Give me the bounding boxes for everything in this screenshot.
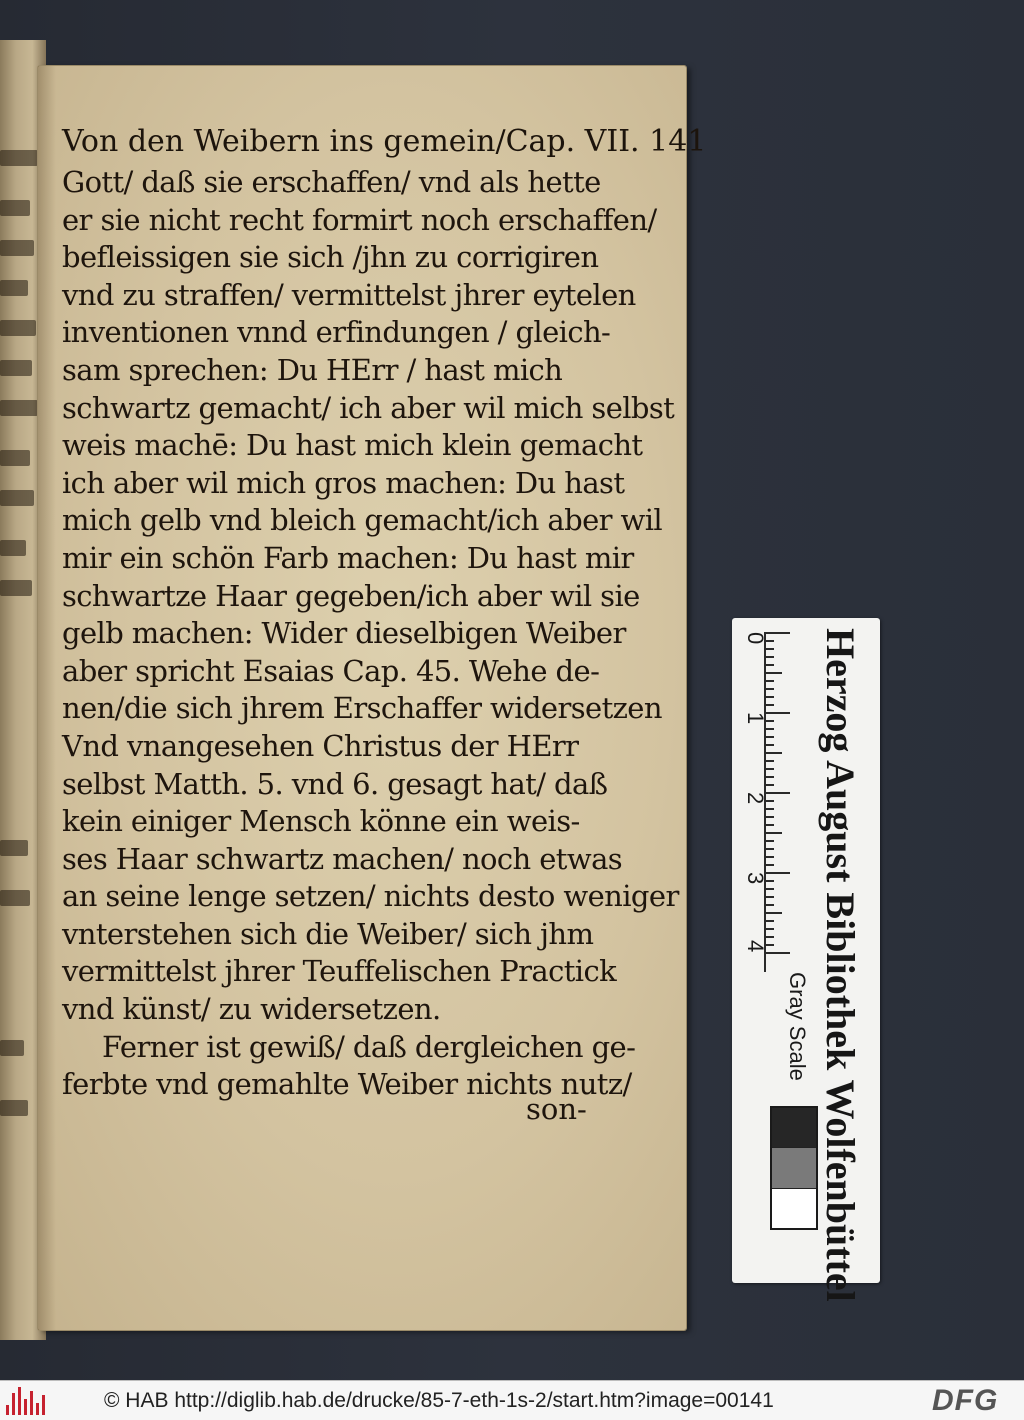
ruler-tick [764,648,774,650]
ruler-tick [764,728,774,730]
ruler-tick [764,832,782,834]
scale-number: 1 [743,712,768,725]
ruler-tick [764,656,774,658]
text-line: mich gelb vnd bleich gemacht/ich aber wil [62,503,663,538]
scale-number: 4 [743,940,768,953]
text-line: befleissigen sie sich /jhn zu corrigiren [62,240,599,275]
ruler-tick [764,896,774,898]
ruler-tick [764,776,774,778]
text-line: ses Haar schwartz machen/ noch etwas [62,841,623,876]
prev-page-text-fragment [0,890,30,906]
ruler-tick [764,808,774,810]
prev-page-text-fragment [0,360,32,376]
ruler-tick [764,888,774,890]
ruler-tick [764,696,774,698]
prev-page-text-fragment [0,400,38,416]
text-line: Gott/ daß sie erschaffen/ vnd als hette [62,165,601,199]
prev-page-text-fragment [0,540,26,556]
ruler-tick [764,736,774,738]
running-header: Von den Weibern ins gemein/Cap. VII. 141 [62,124,707,159]
text-line: gelb machen: Wider dieselbigen Weiber [62,616,626,651]
text-line: selbst Matth. 5. vnd 6. gesagt hat/ daß [62,766,608,801]
prev-page-text-fragment [0,200,30,216]
text-line: ich aber wil mich gros machen: Du hast [62,465,625,500]
text-line: schwartze Haar gegeben/ich aber wil sie [62,578,640,613]
scale-number: 3 [743,872,768,885]
prev-page-text-fragment [0,1040,24,1056]
prev-page-text-fragment [0,240,34,256]
prev-page-text-fragment [0,150,38,166]
prev-page-text-fragment [0,280,28,296]
ruler-tick [764,752,782,754]
ruler-tick [764,904,774,906]
catchword: son- [526,1092,587,1126]
text-line: Ferner ist gewiß/ daß dergleichen ge- [102,1029,636,1064]
ruler-tick [764,768,774,770]
text-line: Vnd vnangesehen Christus der HErr [62,728,579,763]
ruler-tick [764,760,774,762]
ruler-tick [764,688,774,690]
scale-number: 0 [743,632,768,645]
text-line: mir ein schön Farb machen: Du hast mir [62,540,634,575]
ruler-tick [764,928,774,930]
text-line: er sie nicht recht formirt noch erschaffen/ [62,202,657,237]
prev-page-text-fragment [0,320,36,336]
ruler-tick [764,920,774,922]
prev-page-text-fragment [0,580,32,596]
ruler-tick [764,680,774,682]
library-name: Herzog August Bibliothek Wolfenbüttel [818,628,863,1302]
page-body-text [62,164,679,1104]
dfg-logo: DFG [932,1384,999,1417]
credit-link[interactable]: © HAB http://diglib.hab.de/drucke/85-7-eth-1s-2/start.htm?image=00141 [104,1389,774,1412]
ruler-tick [764,664,774,666]
swatch-mid [772,1148,816,1188]
text-line: kein einiger Mensch könne ein weis- [62,804,580,839]
text-line: weis machē: Du hast mich klein gemacht [62,428,643,463]
gray-scale-label: Gray Scale [785,972,810,1081]
text-line: ferbte vnd gemahlte Weiber nichts nutz/ [62,1067,632,1102]
hab-logo-icon [6,1387,46,1415]
footer-bar [0,1380,1024,1420]
swatch-dark [772,1108,816,1148]
centimeter-scale [764,632,794,972]
ruler-tick [764,936,774,938]
ruler-tick [764,912,782,914]
text-line: an seine lenge setzen/ nichts desto weniger [62,879,679,914]
gray-scale-swatches [770,1106,818,1230]
swatch-light [772,1189,816,1228]
prev-page-text-fragment [0,1100,28,1116]
ruler-tick [764,672,782,674]
prev-page-text-fragment [0,450,30,466]
ruler-tick [764,784,774,786]
text-line: sam sprechen: Du HErr / hast mich [62,352,563,387]
ruler-tick [764,744,774,746]
text-line: aber spricht Esaias Cap. 45. Wehe de- [62,653,600,688]
text-line: vnterstehen sich die Weiber/ sich jhm [62,916,594,951]
ruler-tick [764,816,774,818]
ruler-tick [764,840,774,842]
prev-page-text-fragment [0,840,28,856]
text-line: vermittelst jhrer Teuffelischen Practick [62,954,617,989]
scale-number: 2 [743,792,768,805]
text-line: vnd künst/ zu widersetzen. [62,992,441,1027]
prev-page-text-fragment [0,490,34,506]
text-line: inventionen vnnd erfindungen / gleich- [62,315,611,350]
ruler-tick [764,856,774,858]
text-line: vnd zu straffen/ vermittelst jhrer eytelen [62,277,636,312]
text-line: nen/die sich jhrem Erschaffer widersetzen [62,691,662,726]
ruler-tick [764,704,774,706]
ruler-tick [764,864,774,866]
ruler-tick [764,848,774,850]
ruler-tick [764,824,774,826]
scale-ruler [732,618,880,1302]
text-line: schwartz gemacht/ ich aber wil mich selbst [62,390,675,425]
